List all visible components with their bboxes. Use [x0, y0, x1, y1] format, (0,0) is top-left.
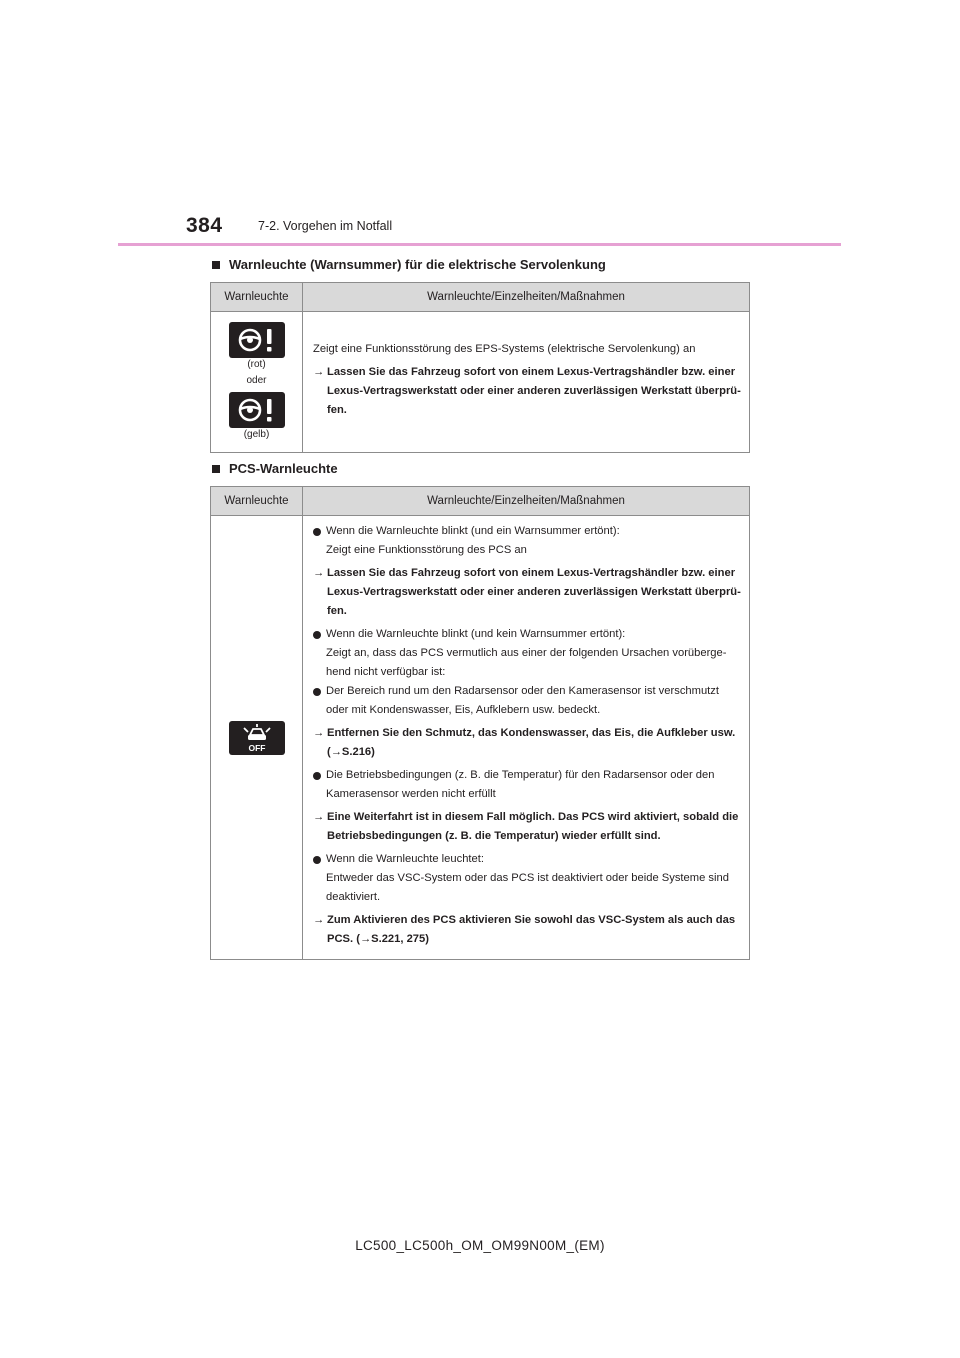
- bullet-icon: [313, 528, 321, 536]
- action-text: Lassen Sie das Fahrzeug sofort von einem Lexus-Vertragshändler bzw. einer Lexus-Vertragswerkstatt oder einer anderen zuverlässigen Werkstatt überprü- fen.: [327, 366, 741, 416]
- list-item: Der Bereich rund um den Radarsensor oder den Kamerasensor ist verschmutzt oder mit Kondenswasser, Eis, Aufklebern usw. bedeckt.: [313, 682, 743, 720]
- action-line: → Eine Weiterfahrt ist in diesem Fall möglich. Das PCS wird aktiviert, sobald die Betriebsbedingungen (z. B. die Temperatur) wieder erfüllt sind.: [313, 808, 743, 846]
- action-line: → Entfernen Sie den Schmutz, das Kondenswasser, das Eis, die Aufkleber usw. (→S.216): [313, 724, 743, 762]
- col-header-warnleuchte: Warnleuchte: [211, 487, 303, 516]
- steering-wheel-exclamation-icon: [229, 322, 285, 358]
- page-number: 384: [186, 214, 223, 237]
- square-bullet-icon: [212, 261, 220, 269]
- icon-cell: [211, 516, 303, 960]
- pcs-off-icon: [229, 721, 285, 755]
- arrow-icon: →: [313, 727, 325, 739]
- details-cell: [303, 516, 750, 960]
- table-header-row: [211, 283, 750, 312]
- action-line: → Lassen Sie das Fahrzeug sofort von einem Lexus-Vertragshändler bzw. einer Lexus-Vertragswerkstatt oder einer anderen zuverlässigen Werkstatt überprü- fen.: [313, 564, 743, 621]
- list-item: Wenn die Warnleuchte blinkt (und kein Warnsummer ertönt): Zeigt an, dass das PCS vermutlich aus einer der folgenden Ursachen vorüberge- hend nicht verfügbar ist:: [313, 625, 743, 682]
- pcs-warning-table: [210, 486, 750, 960]
- arrow-icon: →: [313, 811, 325, 823]
- col-header-details: Warnleuchte/Einzelheiten/Maßnahmen: [303, 487, 750, 516]
- bullet-icon: [313, 631, 321, 639]
- table-row: [211, 312, 750, 453]
- action-line: → Zum Aktivieren des PCS aktivieren Sie sowohl das VSC-System als auch das PCS. (→S.221, 275): [313, 911, 743, 949]
- bullet-icon: [313, 856, 321, 864]
- arrow-icon: →: [313, 567, 325, 579]
- col-header-details: Warnleuchte/Einzelheiten/Maßnahmen: [303, 283, 750, 312]
- list-item: Wenn die Warnleuchte blinkt (und ein Warnsummer ertönt): Zeigt eine Funktionsstörung des PCS an: [313, 522, 743, 560]
- eps-warning-table: [210, 282, 750, 453]
- steering-wheel-exclamation-icon: [229, 392, 285, 428]
- table-row: [211, 516, 750, 960]
- col-header-warnleuchte: Warnleuchte: [211, 283, 303, 312]
- bullet-icon: [313, 772, 321, 780]
- list-item: Die Betriebsbedingungen (z. B. die Temperatur) für den Radarsensor oder den Kamerasensor werden nicht erfüllt: [313, 766, 743, 804]
- list-item: Wenn die Warnleuchte leuchtet: Entweder das VSC-System oder das PCS ist deaktiviert oder beide Systeme sind deaktiviert.: [313, 850, 743, 907]
- section-heading-text: Warnleuchte (Warnsummer) für die elektrische Servolenkung: [229, 257, 606, 272]
- bullet-icon: [313, 688, 321, 696]
- label-yellow: (gelb): [243, 429, 270, 440]
- icon-cell: [211, 312, 303, 453]
- label-or: oder: [246, 375, 267, 386]
- section-heading-eps: [212, 257, 606, 272]
- svg-text:OFF: OFF: [248, 742, 265, 753]
- label-red: (rot): [247, 359, 266, 370]
- section-heading-text: PCS-Warnleuchte: [229, 461, 338, 476]
- arrow-icon: →: [313, 366, 325, 378]
- eps-description: Zeigt eine Funktionsstörung des EPS-Systems (elektrische Servolenkung) an: [313, 343, 696, 355]
- chapter-title: 7-2. Vorgehen im Notfall: [258, 219, 393, 233]
- document-footer: LC500_LC500h_OM_OM99N00M_(EM): [355, 1238, 605, 1253]
- details-cell: [303, 312, 750, 453]
- header-rule: [118, 243, 841, 246]
- action-line: [313, 363, 743, 420]
- section-heading-pcs: [212, 461, 338, 476]
- arrow-icon: →: [313, 914, 325, 926]
- square-bullet-icon: [212, 465, 220, 473]
- table-header-row: [211, 487, 750, 516]
